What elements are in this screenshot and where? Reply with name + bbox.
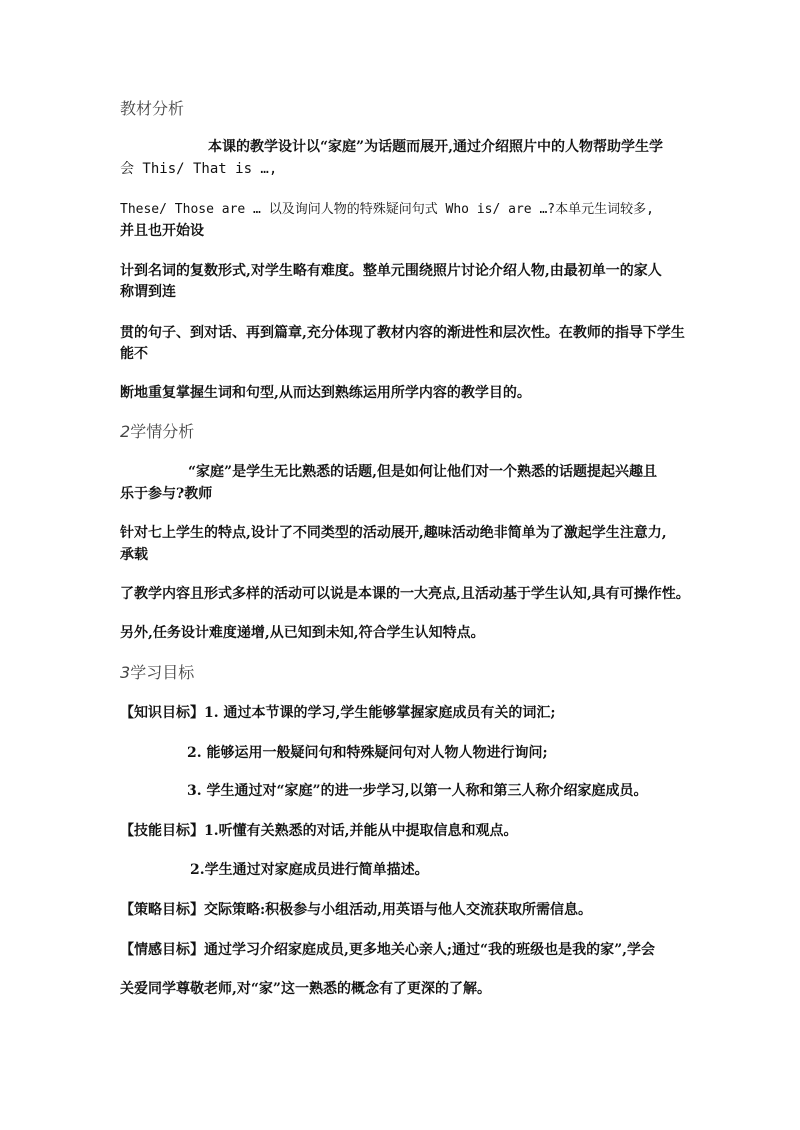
objective-emotion-cont: 关爱同学尊敬老师,对“家”这一熟悉的概念有了更深的了解。 (120, 981, 491, 997)
section-heading-textbook-analysis: 教材分析 (120, 99, 185, 118)
paragraph-line: 了教学内容且形式多样的活动可以说是本课的一大亮点,且活动基于学生认知,具有可操作性。 (120, 586, 690, 602)
section-title: 学情分析 (130, 422, 195, 441)
paragraph-line: 贯的句子、到对话、再到篇章,充分体现了教材内容的渐进性和层次性。在教师的指导下学生 (120, 325, 685, 341)
section-heading-learning-objectives (120, 663, 695, 683)
paragraph-line: 计到名词的复数形式,对学生略有难度。整单元围绕照片讨论介绍人物,由最初单一的家人 (120, 263, 662, 279)
section-number: 3 (120, 663, 131, 682)
paragraph-line: “家庭”是学生无比熟悉的话题,但是如何让他们对一个熟悉的话题提起兴趣且 (188, 464, 657, 480)
paragraph-line: 承载 (120, 547, 148, 563)
objective-strategy: 【策略目标】交际策略:积极参与小组活动,用英语与他人交流获取所需信息。 (120, 902, 593, 918)
objective-skill: 【技能目标】1.听懂有关熟悉的对话,并能从中提取信息和观点。 (120, 823, 518, 839)
paragraph-line: 另外,任务设计难度递增,从已知到未知,符合学生认知特点。 (120, 625, 485, 641)
objective-emotion: 【情感目标】通过学习介绍家庭成员,更多地关心亲人;通过“我的班级也是我的家”,学会 (120, 942, 656, 958)
paragraph-line: 能不 (120, 346, 148, 362)
paragraph-line: 会 This/ That is …, (120, 161, 278, 177)
paragraph-line: 并且也开始设 (120, 223, 204, 239)
objective-knowledge-item: 2. 能够运用一般疑问句和特殊疑问句对人物人物进行询问; (187, 745, 548, 761)
paragraph-line: 断地重复掌握生词和句型,从而达到熟练运用所学内容的教学目的。 (120, 385, 531, 401)
section-title: 学习目标 (130, 663, 195, 682)
paragraph-line: 本课的教学设计以“家庭”为话题而展开,通过介绍照片中的人物帮助学生学 (208, 139, 663, 155)
section-heading-student-analysis (120, 422, 695, 442)
objective-knowledge: 【知识目标】1. 通过本节课的学习,学生能够掌握家庭成员有关的词汇; (120, 705, 556, 721)
paragraph-line: 乐于参与?教师 (120, 486, 213, 502)
paragraph-line: 称谓到连 (120, 284, 176, 300)
paragraph-line: These/ Those are … 以及询问人物的特殊疑问句式 Who is/ are …?本单元生词较多, (120, 202, 654, 217)
section-number: 2 (120, 422, 131, 441)
objective-knowledge-item: 3. 学生通过对“家庭”的进一步学习,以第一人称和第三人称介绍家庭成员。 (187, 783, 648, 799)
objective-skill-item: 2.学生通过对家庭成员进行简单描述。 (190, 862, 429, 878)
paragraph-line: 针对七上学生的特点,设计了不同类型的活动展开,趣味活动绝非简单为了激起学生注意力, (120, 525, 667, 541)
